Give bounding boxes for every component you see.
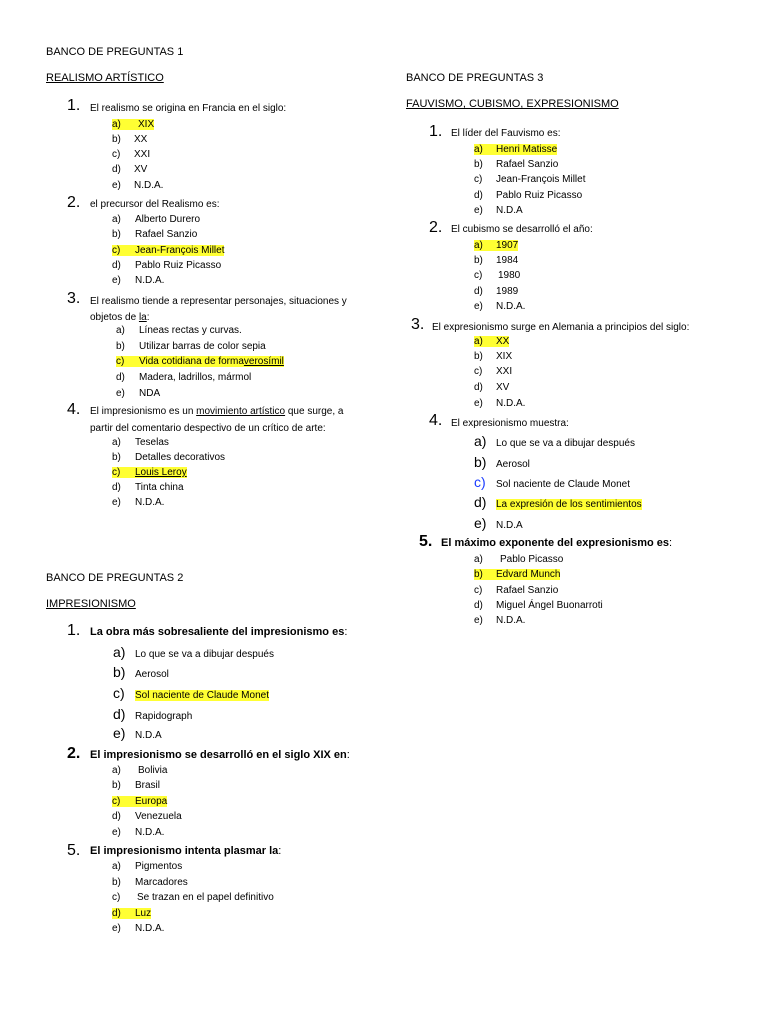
bank3-q2-number: 2. [429,219,443,236]
bank3-q2-text: El cubismo se desarrolló el año: [451,224,593,235]
bank2-q2-option-a: a) Bolivia [112,765,168,776]
bank2-q2-option-e: e) N.D.A. [112,827,165,838]
bank2-q1-number: 1. [67,622,81,639]
bank3-q4-option-a: a) Lo que se va a dibujar después [474,433,635,449]
bank1-q1-number: 1. [67,97,81,114]
bank1-q4-number: 4. [67,401,81,418]
bank2-q2-text: El impresionismo se desarrolló en el siglo XIX en: [90,749,350,761]
bank1-q2-option-a: a) Alberto Durero [112,214,201,225]
bank3-q5-option-d: d) Miguel Ángel Buonarroti [474,600,603,611]
bank2-q3-option-e: e) N.D.A. [112,923,165,934]
bank2-title: BANCO DE PREGUNTAS 2 [46,572,184,584]
bank1-q3-option-a: a) Líneas rectas y curvas. [116,325,242,336]
bank2-q1-option-b: b) Aerosol [113,664,169,680]
bank3-q3-option-d: d) XV [474,382,510,393]
bank1-q1-option-c: c) XXI [112,149,151,160]
bank2-q1-option-a: a) Lo que se va a dibujar después [113,644,274,660]
bank1-q4-option-b: b) Detalles decorativos [112,452,226,463]
bank2-q3-option-b: b) Marcadores [112,877,188,888]
bank3-subtitle: FAUVISMO, CUBISMO, EXPRESIONISMO [406,98,619,110]
bank3-q4-text: El expresionismo muestra: [451,418,569,429]
bank1-q3-number: 3. [67,290,81,307]
bank1-q2-option-e: e) N.D.A. [112,275,165,286]
bank1-subtitle: REALISMO ARTÍSTICO [46,72,164,84]
bank2-q1-option-c: c) Sol naciente de Claude Monet [113,685,269,701]
bank2-q3-option-a: a) Pigmentos [112,861,183,872]
bank1-q2-number: 2. [67,194,81,211]
bank1-q4-option-d: d) Tinta china [112,482,184,493]
bank3-q1-text: El líder del Fauvismo es: [451,128,561,139]
bank3-q2-option-c: c) 1980 [474,270,521,281]
bank3-q4-option-b: b) Aerosol [474,454,530,470]
bank1-q2-option-c: c) Jean-François Millet [112,245,225,256]
bank3-q5-option-e: e) N.D.A. [474,615,526,626]
bank1-q3-option-b: b) Utilizar barras de color sepia [116,341,266,352]
bank1-q4-text-line1: El impresionismo es un movimiento artístico que surge, a [90,406,344,417]
bank3-q1-option-a: a) Henri Matisse [474,144,558,155]
bank3-q3-option-b: b) XIX [474,351,513,362]
bank3-q1-option-b: b) Rafael Sanzio [474,159,559,170]
bank3-q2-option-b: b) 1984 [474,255,519,266]
bank3-q3-text: El expresionismo surge en Alemania a principios del siglo: [432,322,690,333]
bank2-q2-option-d: d) Venezuela [112,811,182,822]
bank2-q3-option-d: d) Luz [112,908,152,919]
bank3-q1-option-c: c) Jean-François Millet [474,174,586,185]
bank1-q4-option-e: e) N.D.A. [112,497,165,508]
bank1-q2-text: el precursor del Realismo es: [90,199,220,210]
bank2-q1-text: La obra más sobresaliente del impresionismo es: [90,626,348,638]
bank3-q4-option-d: d) La expresión de los sentimientos [474,494,642,510]
bank1-q4-text-line2: partir del comentario despectivo de un crítico de arte: [90,423,326,434]
bank1-q3-text-line2: objetos de la: [90,312,150,323]
bank3-q2-option-d: d) 1989 [474,286,519,297]
bank3-q1-option-d: d) Pablo Ruiz Picasso [474,190,583,201]
bank1-q3-text-line1: El realismo tiende a representar personajes, situaciones y [90,296,347,307]
bank2-q3-option-c: c) Se trazan en el papel definitivo [112,892,274,903]
bank3-q5-text: El máximo exponente del expresionismo es: [441,537,673,549]
bank3-q1-option-e: e) N.D.A [474,205,523,216]
bank1-q2-option-d: d) Pablo Ruiz Picasso [112,260,222,271]
bank1-q4-option-a: a) Teselas [112,437,169,448]
bank3-q4-option-e: e) N.D.A [474,515,523,531]
bank1-q3-option-c: c) Vida cotidiana de formaverosímil [116,356,284,367]
bank3-q5-option-c: c) Rafael Sanzio [474,585,559,596]
bank2-q2-option-b: b) Brasil [112,780,161,791]
bank3-q3-number: 3. [411,316,425,333]
bank2-q2-number: 2. [67,745,81,762]
bank3-q5-option-a: a) Pablo Picasso [474,554,564,565]
bank1-q2-option-b: b) Rafael Sanzio [112,229,198,240]
bank2-subtitle: IMPRESIONISMO [46,598,136,610]
bank1-q1-option-e: e) N.D.A. [112,180,164,191]
bank3-q3-option-c: c) XXI [474,366,513,377]
bank3-q3-option-e: e) N.D.A. [474,398,526,409]
bank1-q1-option-d: d) XV [112,164,148,175]
bank3-q3-option-a: a) XX [474,336,510,347]
bank1-q1-option-b: b) XX [112,134,148,145]
bank1-q3-option-e: e) NDA [116,388,161,399]
bank3-q4-number: 4. [429,412,443,429]
bank1-q1-option-a: a) XIX [112,119,155,130]
bank3-q2-option-e: e) N.D.A. [474,301,526,312]
bank3-q2-option-a: a) 1907 [474,240,519,251]
bank3-q5-number: 5. [419,533,433,550]
bank2-q1-option-e: e) N.D.A [113,725,162,741]
bank3-q1-number: 1. [429,123,443,140]
bank1-q1-text: El realismo se origina en Francia en el siglo: [90,103,287,114]
bank1-q3-option-d: d) Madera, ladrillos, mármol [116,372,252,383]
bank2-q3-number: 5. [67,842,81,859]
bank2-q3-text: El impresionismo intenta plasmar la: [90,845,282,857]
bank1-title: BANCO DE PREGUNTAS 1 [46,46,184,58]
bank1-q4-option-c: c) Louis Leroy [112,467,187,478]
bank3-q5-option-b: b) Edvard Munch [474,569,561,580]
bank3-q4-option-c: c) Sol naciente de Claude Monet [474,474,630,490]
bank3-title: BANCO DE PREGUNTAS 3 [406,72,544,84]
bank2-q2-option-c: c) Europa [112,796,168,807]
bank2-q1-option-d: d) Rapidograph [113,706,193,722]
